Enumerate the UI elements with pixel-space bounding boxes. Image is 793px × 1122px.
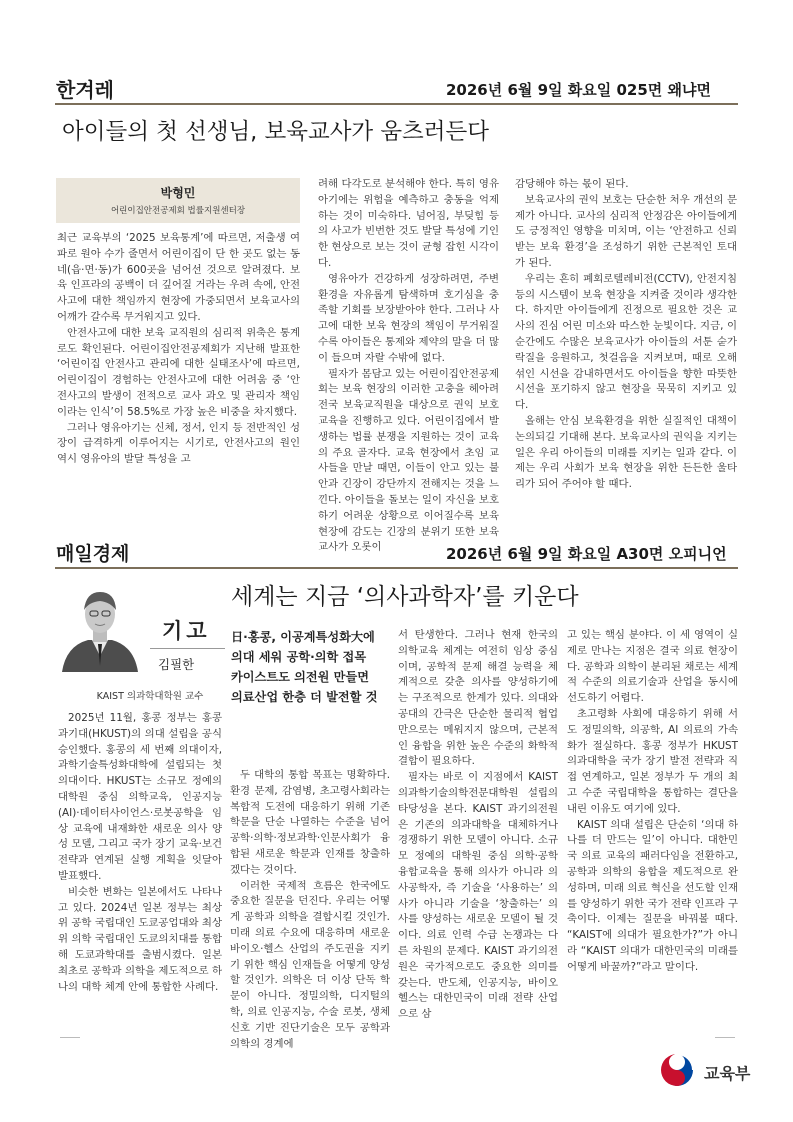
divider — [150, 648, 225, 649]
ministry-name: 교육부 — [704, 1064, 751, 1083]
edition-info: 2026년 6월 9일 화요일 025면 왜냐면 — [446, 81, 711, 99]
paragraph: 2025년 11월, 홍콩 정부는 홍콩과기대(HKUST)의 의대 설립을 공식 승인했다. 홍콩의 세 번째 의대이자, 과학기술특성화대학에 설립되는 첫 의대이다. HKUST는 소규모 정예의 대학원 중심 의학교육, 인공지능(AI)·데이터사이언스·로봇공학을 임상 교육에 내재화한 새로운 의사 양성 모델, 그리고 국가 장기 교육·보건 전략과 연계된 실행 계획을 잇달아 발표했다. — [58, 712, 222, 882]
article1-column-1 — [57, 231, 300, 468]
paragraph: 감당해야 하는 몫이 된다. — [515, 178, 629, 190]
paragraph: 서 탄생한다. 그러나 현재 한국의 의학교육 체계는 여전히 임상 중심이며, 공학적 문제 해결 능력을 체계적으로 갖춘 의사를 양성하기에는 구조적으로 한계가 있다. 의대와 공대의 간극은 단순한 물리적 협업만으로는 메워지지 않으며, 근본적인 융합을 위한 높은 수준의 화학적 결합이 필요하다. — [398, 629, 558, 768]
headline: 아이들의 첫 선생님, 보육교사가 움츠러든다 — [62, 119, 489, 145]
author-name: 박형민 — [160, 186, 196, 200]
subheadline-line: 의대 세워 공학·의학 접목 — [231, 650, 367, 664]
header-rule — [55, 103, 738, 105]
subheadline-line: 日·홍콩, 이공계특성화大에 — [231, 630, 375, 644]
paragraph: 영유아가 건강하게 성장하려면, 주변 환경을 자유롭게 탐색하며 호기심을 충족할 기회를 보장받아야 한다. 그러나 사고에 대한 보육 현장의 책임이 무거워질수록 아이들은 통제와 제약의 말을 더 많이 들으며 자랄 수밖에 없다. — [318, 272, 499, 364]
author-name: 김필한 — [158, 657, 195, 672]
subheadline-line: 의료산업 한층 더 발전할 것 — [231, 690, 378, 704]
paragraph: 비슷한 변화는 일본에서도 나타나고 있다. 2024년 일본 정부는 최상위 공학 국립대인 도쿄공업대와 최상위 의학 국립대인 도쿄의치대를 통합해 도쿄과학대를 출범시켰다. 일본 최초로 공학과 의학을 제도적으로 하나의 대학 체계 안에 통합한 사례다. — [58, 885, 222, 993]
paragraph: 필자는 바로 이 지점에서 KAIST의과학기술의학전문대학원 설립의 타당성을 본다. KAIST 과기의전원은 기존의 의과대학을 대체하거나 경쟁하기 위한 모델이 아니다. 소규모 정예의 대학원 중심 의학·공학 융합교육을 통해 의사가 아니라 의사공학자, 즉 기술을 ‘사용하는’ 의사가 아니라 기술을 ‘창출하는’ 의사를 양성하는 새로운 모델이 될 것이다. 의료 인력 수급 논쟁과는 다른 차원의 문제다. KAIST 과기의전원은 국가적으로도 중요한 의미를 갖는다. 반도체, 인공지능, 바이오헬스는 대한민국이 미래 전략 산업으로 삼 — [398, 771, 558, 1021]
paragraph: 최근 교육부의 ‘2025 보육통계’에 따르면, 저출생 여파로 원아 수가 줄면서 어린이집이 단 한 곳도 없는 동네(읍·면·동)가 600곳을 넘어선 것으로 알려졌다. 보육 인프라의 공백이 더 깊어질 거라는 우려 속에, 안전사고에 대한 책임까지 현장에 가중되면서 보육교사의 어깨가 갈수록 무거워지고 있다. — [57, 232, 300, 323]
paragraph: 이러한 국제적 흐름은 한국에도 중요한 질문을 던진다. 우리는 어떻게 공학과 의학을 결합시킬 것인가. 미래 의료 수요에 대응하며 새로운 바이오·헬스 산업의 주도권을 지키기 위한 핵심 인재들을 어떻게 양성할 것인가. 의학은 더 이상 단독 학문이 아니다. 정밀의학, 디지털의학, 의료 인공지능, 수술 로봇, 생체신호 기반 진단기술은 모두 공학과 의학의 경계에 — [230, 879, 390, 1050]
author-photo — [58, 580, 142, 672]
subheadline-line: 카이스트도 의전원 만들면 — [231, 670, 369, 684]
article2-column-4 — [567, 628, 738, 976]
article2-column-3 — [398, 628, 558, 1023]
article1-column-2 — [318, 177, 499, 556]
edition-info: 2026년 6월 9일 화요일 A30면 오피니언 — [446, 545, 727, 563]
header-rule — [55, 567, 738, 569]
paragraph: KAIST 의대 설립은 단순히 ‘의대 하나를 더 만드는 일’이 아니다. 대한민국 의료 교육의 패러다임을 전환하고, 공학과 의학의 융합을 제도적으로 완성하며, 미래 의료 혁신을 선도할 인재를 양성하기 위한 국가 전략 인프라 구축이다. 이제는 질문을 바꿔볼 때다. “KAIST에 의대가 필요한가?”가 아니라 “KAIST 의대가 대한민국의 미래를 어떻게 바꿀까?”라고 말이다. — [567, 818, 738, 973]
article2-column-1 — [58, 711, 222, 995]
paragraph: 보육교사의 권익 보호는 단순한 처우 개선의 문제가 아니다. 교사의 심리적 안정감은 아이들에게도 긍정적인 영향을 미치며, 이는 ‘안전하고 신뢰받는 보육 환경’을 조성하기 위한 근본적인 토대가 된다. — [515, 193, 737, 269]
article2-column-2 — [230, 768, 390, 1052]
paragraph: 올해는 안심 보육환경을 위한 실질적인 대책이 논의되길 기대해 본다. 보육교사의 권익을 지키는 일은 우리 아이들의 미래를 지키는 일과 같다. 이제는 우리 사회가 보육 현장을 위한 든든한 울타리가 되어 주어야 할 때다. — [515, 414, 737, 491]
author-org: 어린이집안전공제회 법률지원센터장 — [110, 206, 246, 216]
paragraph: 두 대학의 통합 목표는 명확하다. 환경 문제, 감염병, 초고령사회라는 복합적 도전에 대응하기 위해 기존 학문을 단순 나열하는 수준을 넘어 공학·의학·정보과학·인문사회가 융합된 새로운 학문과 인재를 창출하겠다는 것이다. — [230, 769, 390, 876]
paragraph: 안전사고에 대한 보육 교직원의 심리적 위축은 통계로도 확인된다. 어린이집안전공제회가 지난해 발표한 ‘어린이집 안전사고 관리에 대한 실태조사’에 따르면, 어린이집이 경험하는 안전사고에 대한 어려움 중 ‘안전사고의 발생이 전적으로 교사 과오 및 관리자 책임이라는 인식’이 58.5%로 가장 높은 비중을 차지했다. — [57, 326, 300, 418]
paragraph: 초고령화 사회에 대응하기 위해 서도 정밀의학, 의공학, AI 의료의 가속화가 절실하다. 홍콩 정부가 HKUST 의과대학을 국가 장기 발전 전략과 직접 연계하고, 일본 정부가 두 개의 최고 수준 국립대학을 통합하는 결단을 내린 이유도 여기에 있다. — [567, 707, 738, 815]
author-org: KAIST 의과학대학원 교수 — [96, 691, 204, 702]
paragraph: 필자가 몸담고 있는 어린이집안전공제회는 보육 현장의 이러한 고충을 헤아려 전국 보육교직원을 대상으로 권익 보호 교육을 진행하고 있다. 어린이집에서 발생하는 법률 분쟁을 지원하는 것이 교육의 주요 골자다. 교육 현장에서 초임 교사들을 만날 때면, 이들이 안고 있는 불안과 긴장이 강단까지 전해지는 것을 느낀다. 아이들을 돌보는 일이 자신을 보호하기 어려운 상황으로 이어질수록 보육 현장에 감도는 긴장의 분위기 또한 보육교사가 오롯이 — [318, 367, 499, 554]
paragraph: 그러나 영유아기는 신체, 정서, 인지 등 전반적인 성장이 급격하게 이루어지는 시기로, 안전사고의 원인 역시 영유아의 발달 특성을 고 — [57, 421, 300, 466]
author-box — [56, 178, 300, 223]
paragraph: 우리는 흔히 폐회로텔레비전(CCTV), 안전지침 등의 시스템이 보육 현장을 지켜줄 것이라 생각한다. 하지만 아이들에게 진정으로 필요한 것은 교사의 진심 어린 미소와 따스한 눈빛이다. 지금, 이 순간에도 수많은 보육교사가 아이들의 서툰 숟가락질을 응원하고, 첫걸음을 지켜보며, 때로 오해 섞인 시선을 감내하면서도 아이들을 향한 따뜻한 시선을 포기하지 않고 현장을 묵묵히 지키고 있다. — [515, 272, 737, 412]
footer-rule-right — [715, 1037, 735, 1038]
paragraph: 고 있는 핵심 분야다. 이 세 영역이 실제로 만나는 지점은 결국 의료 현장이다. 공학과 의학이 분리된 채로는 세계적 수준의 의료기술과 산업을 동시에 선도하기 어렵다. — [567, 629, 738, 705]
taegeuk-emblem-icon — [657, 1050, 697, 1090]
paragraph: 려해 다각도로 분석해야 한다. 특히 영유아기에는 위험을 예측하고 충동을 억제하는 것이 미숙하다. 넘어짐, 부딪힘 등의 사고가 빈번한 것도 발달 특성에 기인한 현상으로 보는 것이 균형 잡힌 시각이다. — [318, 178, 499, 269]
subheadline — [231, 627, 389, 707]
masthead-hankyoreh: 한겨레 — [56, 78, 114, 102]
headline: 세계는 지금 ‘의사과학자’를 키운다 — [231, 584, 579, 610]
section-label: 기고 — [162, 619, 211, 643]
footer-rule-left — [60, 1037, 80, 1038]
masthead-maeil-business: 매일경제 — [56, 543, 130, 565]
article1-column-3 — [515, 177, 737, 493]
